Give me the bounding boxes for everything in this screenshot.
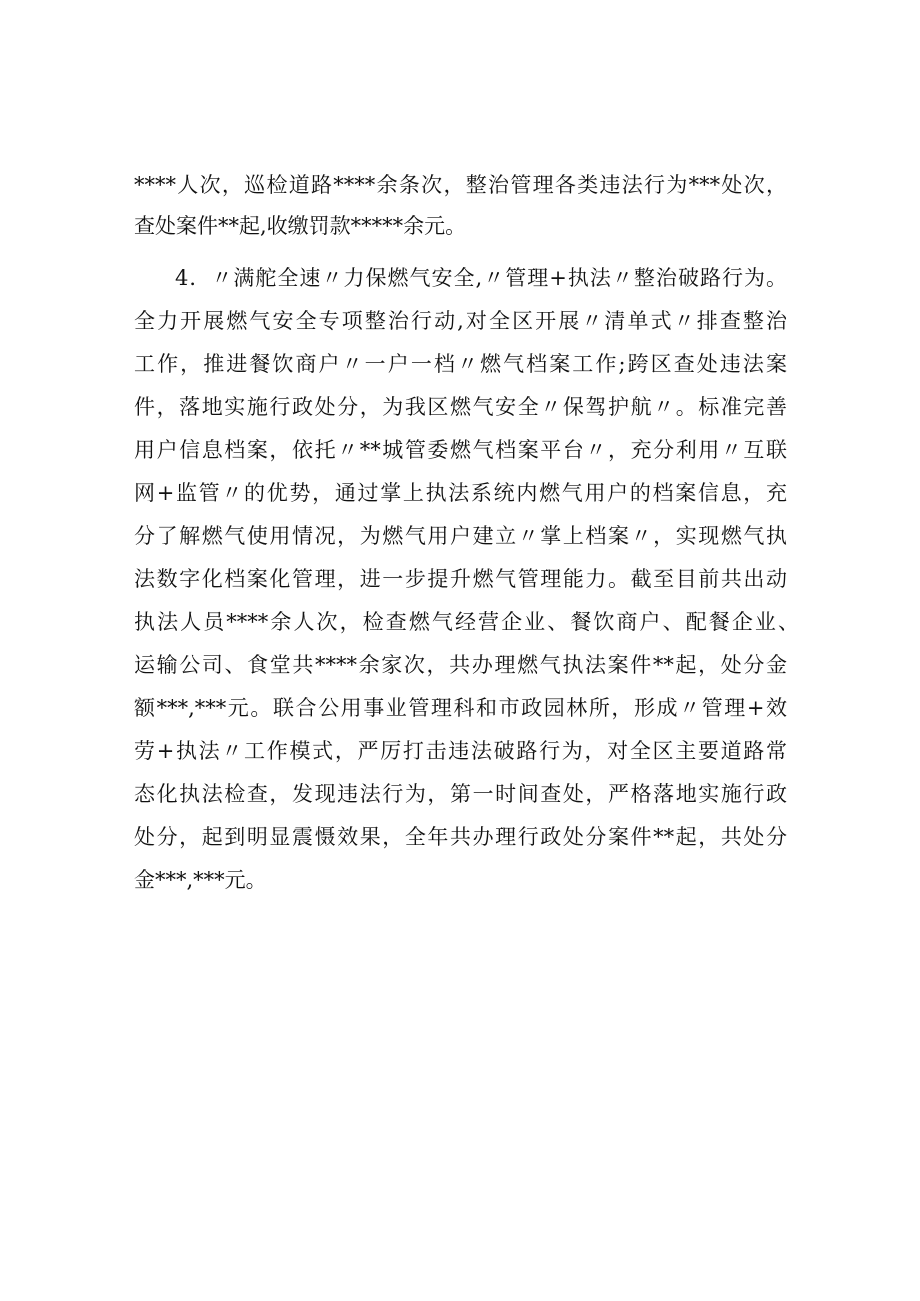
text-line: 查处案件**起,收缴罚款*****余元。 [134,214,467,238]
text-line: 劳+执法〃工作模式，严厉打击违法破路行为，对全区主要道路常 [134,739,787,763]
text-line: 件，落地实施行政处分，为我区燃气安全〃保驾护航〃。标准完善 [134,395,787,419]
text-line: 态化执法检查，发现违法行为，第一时间查处，严格落地实施行政 [134,782,787,806]
text-line: 运输公司、食堂共****余家次，共办理燃气执法案件**起，处分金 [134,653,787,677]
text-line: 用户信息档案，依托〃**城管委燃气档案平台〃，充分利用〃互联 [134,438,787,462]
text-line: 法数字化档案化管理，进一步提升燃气管理能力。截至目前共出动 [134,567,787,591]
text-line: 工作，推进餐饮商户〃一户一档〃燃气档案工作;跨区查处违法案 [134,352,787,376]
paragraph-heading-line: 4．〃满舵全速〃力保燃气安全,〃管理+执法〃整治破路行为。 [175,266,787,290]
text-line: 执法人员****余人次，检查燃气经营企业、餐饮商户、配餐企业、 [134,610,799,634]
text-line: 金***,***元。 [134,868,267,892]
text-line: ****人次，巡检道路****余条次，整治管理各类违法行为***处次， [134,173,787,197]
text-line: 分了解燃气使用情况，为燃气用户建立〃掌上档案〃，实现燃气执 [134,524,787,548]
text-line: 全力开展燃气安全专项整治行动,对全区开展〃清单式〃排查整治 [134,309,787,333]
text-line: 网+监管〃的优势，通过掌上执法系统内燃气用户的档案信息，充 [134,481,787,505]
text-line: 处分，起到明显震慑效果，全年共办理行政处分案件**起，共处分 [134,825,787,849]
text-line: 额***,***元。联合公用事业管理科和市政园林所，形成〃管理+效 [134,696,787,720]
